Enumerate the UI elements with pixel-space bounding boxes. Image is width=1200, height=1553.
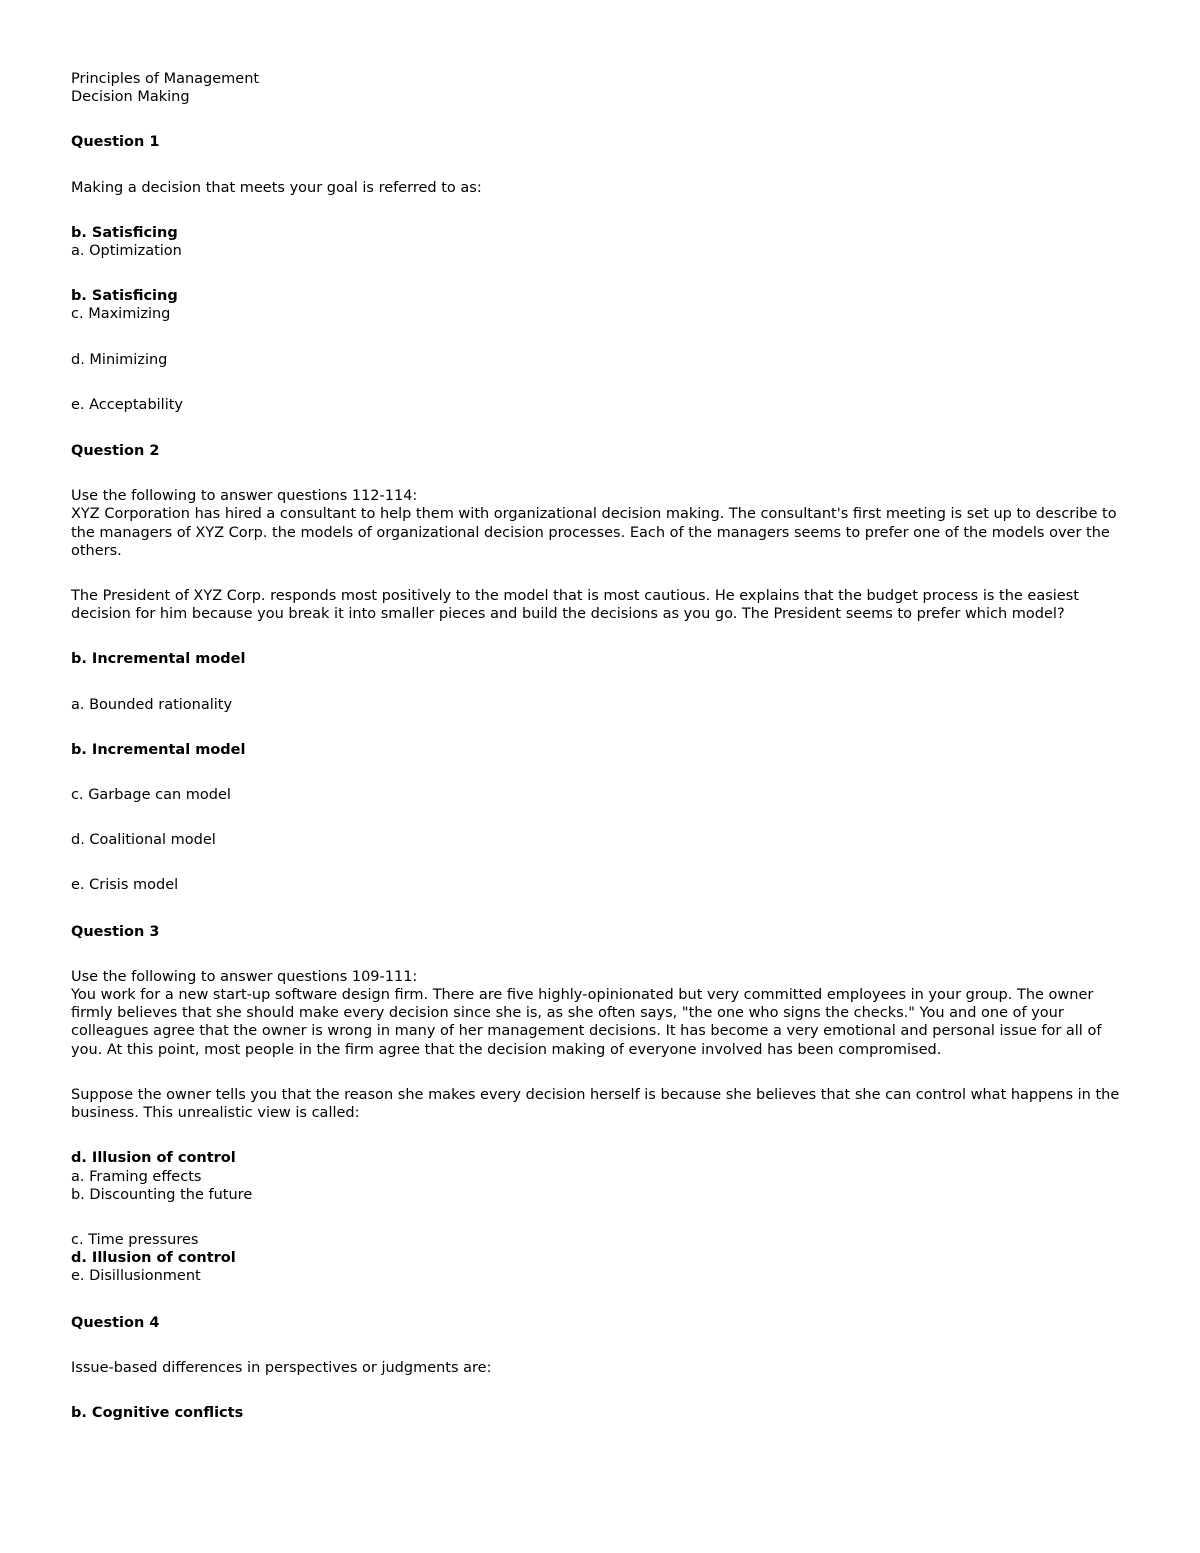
document-page <box>71 70 1131 1422</box>
question-3-option-e: e. Disillusionment <box>71 1268 201 1285</box>
question-4-title: Question 4 <box>71 1314 160 1331</box>
question-1-prompt: Making a decision that meets your goal is referred to as: <box>71 179 482 196</box>
question-2-option-a: a. Bounded rationality <box>71 696 233 713</box>
question-2-answer: b. Incremental model <box>71 651 246 668</box>
question-1-option-c: c. Maximizing <box>71 306 171 323</box>
course-title: Principles of Management <box>71 71 260 87</box>
question-3-scenario: You work for a new start-up software design firm. There are five highly-opinionated but very committed employees in your group. The owner firmly believes that she should make every decision since she is, as she often says, "the one who signs the checks." You and one of your colleagues agree that the owner is wrong in many of her management decisions. It has become a very emotional and personal issue for all of you. At this point, most people in the firm agree that the decision making of everyone involved has been compromised. <box>71 987 1102 1058</box>
question-1-answer: b. Satisficing <box>71 224 178 241</box>
question-4-prompt: Issue-based differences in perspectives or judgments are: <box>71 1359 492 1376</box>
question-3-option-d: d. Illusion of control <box>71 1250 236 1267</box>
question-2-prompt: The President of XYZ Corp. responds most positively to the model that is most cautious. He explains that the budget process is the easiest decision for him because you break it into smaller pieces and build the decisions as you go. The President seems to prefer which model? <box>71 588 1079 623</box>
question-1-option-b: b. Satisficing <box>71 288 178 305</box>
question-3-option-b: b. Discounting the future <box>71 1186 253 1203</box>
question-1-option-d: d. Minimizing <box>71 351 168 368</box>
question-2-intro: Use the following to answer questions 112-114: <box>71 488 418 505</box>
topic-title: Decision Making <box>71 89 190 106</box>
question-3-intro: Use the following to answer questions 109-111: <box>71 968 418 985</box>
question-1-option-a: a. Optimization <box>71 243 182 260</box>
question-3-option-a: a. Framing effects <box>71 1168 202 1185</box>
question-2-title: Question 2 <box>71 443 160 460</box>
question-3-prompt: Suppose the owner tells you that the reason she makes every decision herself is because she believes that she can control what happens in the business. This unrealistic view is called: <box>71 1086 1120 1122</box>
question-4-answer: b. Cognitive conflicts <box>71 1404 244 1421</box>
question-3-title: Question 3 <box>71 923 160 940</box>
question-3-answer: d. Illusion of control <box>71 1150 236 1167</box>
question-2-option-d: d. Coalitional model <box>71 832 216 849</box>
question-1-option-e: e. Acceptability <box>71 396 183 413</box>
question-3-option-c: c. Time pressures <box>71 1231 199 1248</box>
question-2-option-b: b. Incremental model <box>71 741 246 758</box>
question-2-option-c: c. Garbage can model <box>71 787 231 804</box>
question-2-option-e: e. Crisis model <box>71 877 179 894</box>
question-2-scenario: XYZ Corporation has hired a consultant to help them with organizational decision making. The consultant's first meeting is set up to describe to the managers of XYZ Corp. the models of organizational decision processes. Each of the managers seems to prefer one of the models over the others. <box>71 506 1117 559</box>
question-1-title: Question 1 <box>71 134 160 151</box>
